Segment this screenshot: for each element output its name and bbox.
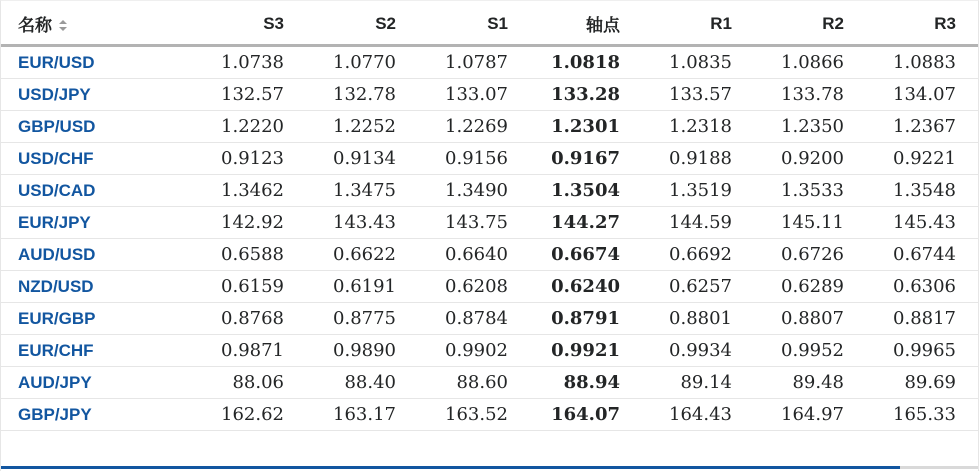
pair-link[interactable]: AUD/USD xyxy=(1,239,196,271)
r1-value: 0.9934 xyxy=(644,335,756,367)
pair-link[interactable]: EUR/JPY xyxy=(1,207,196,239)
table-header xyxy=(1,1,979,46)
r1-value: 0.8801 xyxy=(644,303,756,335)
s3-value: 0.9123 xyxy=(196,143,308,175)
r3-value: 0.6306 xyxy=(868,271,979,303)
r1-value: 0.6692 xyxy=(644,239,756,271)
r1-value: 1.3519 xyxy=(644,175,756,207)
table-body xyxy=(1,46,979,431)
pivot-points-table xyxy=(1,1,979,431)
column-header-pivot: 轴点 xyxy=(532,1,644,46)
r3-value: 165.33 xyxy=(868,399,979,431)
pair-link[interactable]: USD/CHF xyxy=(1,143,196,175)
s1-value: 133.07 xyxy=(420,79,532,111)
table-row xyxy=(1,335,979,367)
r1-value: 133.57 xyxy=(644,79,756,111)
s3-value: 0.6159 xyxy=(196,271,308,303)
table-row xyxy=(1,143,979,175)
r2-value: 1.0866 xyxy=(756,46,868,79)
r3-value: 134.07 xyxy=(868,79,979,111)
bottom-scrollbar-track[interactable] xyxy=(1,466,978,469)
s2-value: 1.2252 xyxy=(308,111,420,143)
table-row xyxy=(1,367,979,399)
r2-value: 0.9200 xyxy=(756,143,868,175)
s2-value: 143.43 xyxy=(308,207,420,239)
table-row xyxy=(1,399,979,431)
pivot-value: 1.0818 xyxy=(532,46,644,79)
r2-value: 0.6726 xyxy=(756,239,868,271)
s3-value: 88.06 xyxy=(196,367,308,399)
s3-value: 0.8768 xyxy=(196,303,308,335)
table-row xyxy=(1,271,979,303)
r2-value: 0.9952 xyxy=(756,335,868,367)
r2-value: 145.11 xyxy=(756,207,868,239)
column-header-r2: R2 xyxy=(756,1,868,46)
r1-value: 144.59 xyxy=(644,207,756,239)
pair-link[interactable]: AUD/JPY xyxy=(1,367,196,399)
r1-value: 0.6257 xyxy=(644,271,756,303)
bottom-scrollbar-thumb[interactable] xyxy=(1,466,900,469)
s3-value: 0.9871 xyxy=(196,335,308,367)
pair-link[interactable]: EUR/CHF xyxy=(1,335,196,367)
s3-value: 142.92 xyxy=(196,207,308,239)
s3-value: 1.0738 xyxy=(196,46,308,79)
column-header-name-label: 名称 xyxy=(18,16,52,35)
r2-value: 89.48 xyxy=(756,367,868,399)
column-header-r1: R1 xyxy=(644,1,756,46)
pivot-value: 133.28 xyxy=(532,79,644,111)
column-header-name[interactable] xyxy=(1,1,196,46)
r3-value: 145.43 xyxy=(868,207,979,239)
s3-value: 1.2220 xyxy=(196,111,308,143)
r3-value: 1.3548 xyxy=(868,175,979,207)
pair-link[interactable]: EUR/GBP xyxy=(1,303,196,335)
r2-value: 1.2350 xyxy=(756,111,868,143)
table-row xyxy=(1,175,979,207)
table-row xyxy=(1,46,979,79)
r3-value: 0.6744 xyxy=(868,239,979,271)
s2-value: 0.8775 xyxy=(308,303,420,335)
pair-link[interactable]: GBP/JPY xyxy=(1,399,196,431)
s2-value: 0.9134 xyxy=(308,143,420,175)
r1-value: 0.9188 xyxy=(644,143,756,175)
table-row xyxy=(1,239,979,271)
s3-value: 162.62 xyxy=(196,399,308,431)
r3-value: 0.9221 xyxy=(868,143,979,175)
column-header-s3: S3 xyxy=(196,1,308,46)
pivot-value: 0.9921 xyxy=(532,335,644,367)
s3-value: 0.6588 xyxy=(196,239,308,271)
pair-link[interactable]: USD/CAD xyxy=(1,175,196,207)
pivot-value: 0.6240 xyxy=(532,271,644,303)
s1-value: 0.8784 xyxy=(420,303,532,335)
s1-value: 1.3490 xyxy=(420,175,532,207)
table-row xyxy=(1,111,979,143)
pivot-value: 1.3504 xyxy=(532,175,644,207)
column-header-s2: S2 xyxy=(308,1,420,46)
r3-value: 89.69 xyxy=(868,367,979,399)
s2-value: 1.3475 xyxy=(308,175,420,207)
s2-value: 0.9890 xyxy=(308,335,420,367)
column-header-s1: S1 xyxy=(420,1,532,46)
table-row xyxy=(1,303,979,335)
pivot-value: 1.2301 xyxy=(532,111,644,143)
s1-value: 88.60 xyxy=(420,367,532,399)
pivot-value: 164.07 xyxy=(532,399,644,431)
s2-value: 1.0770 xyxy=(308,46,420,79)
column-header-r3: R3 xyxy=(868,1,979,46)
s1-value: 0.6640 xyxy=(420,239,532,271)
r2-value: 1.3533 xyxy=(756,175,868,207)
s2-value: 0.6191 xyxy=(308,271,420,303)
s1-value: 0.9156 xyxy=(420,143,532,175)
s3-value: 1.3462 xyxy=(196,175,308,207)
r2-value: 164.97 xyxy=(756,399,868,431)
s1-value: 1.0787 xyxy=(420,46,532,79)
s2-value: 88.40 xyxy=(308,367,420,399)
pair-link[interactable]: NZD/USD xyxy=(1,271,196,303)
r2-value: 0.6289 xyxy=(756,271,868,303)
r1-value: 164.43 xyxy=(644,399,756,431)
pair-link[interactable]: EUR/USD xyxy=(1,46,196,79)
pivot-value: 0.9167 xyxy=(532,143,644,175)
r3-value: 1.2367 xyxy=(868,111,979,143)
r1-value: 1.0835 xyxy=(644,46,756,79)
s2-value: 132.78 xyxy=(308,79,420,111)
pivot-value: 144.27 xyxy=(532,207,644,239)
sort-icon[interactable] xyxy=(59,20,67,31)
r3-value: 0.8817 xyxy=(868,303,979,335)
s2-value: 163.17 xyxy=(308,399,420,431)
table-row xyxy=(1,79,979,111)
s1-value: 143.75 xyxy=(420,207,532,239)
s3-value: 132.57 xyxy=(196,79,308,111)
header-row xyxy=(1,1,979,46)
s1-value: 1.2269 xyxy=(420,111,532,143)
r3-value: 1.0883 xyxy=(868,46,979,79)
s1-value: 163.52 xyxy=(420,399,532,431)
pivot-value: 0.8791 xyxy=(532,303,644,335)
s2-value: 0.6622 xyxy=(308,239,420,271)
table-row xyxy=(1,207,979,239)
pivot-value: 88.94 xyxy=(532,367,644,399)
r1-value: 89.14 xyxy=(644,367,756,399)
pair-link[interactable]: GBP/USD xyxy=(1,111,196,143)
r1-value: 1.2318 xyxy=(644,111,756,143)
pair-link[interactable]: USD/JPY xyxy=(1,79,196,111)
r2-value: 0.8807 xyxy=(756,303,868,335)
r2-value: 133.78 xyxy=(756,79,868,111)
s1-value: 0.6208 xyxy=(420,271,532,303)
r3-value: 0.9965 xyxy=(868,335,979,367)
s1-value: 0.9902 xyxy=(420,335,532,367)
pivot-value: 0.6674 xyxy=(532,239,644,271)
